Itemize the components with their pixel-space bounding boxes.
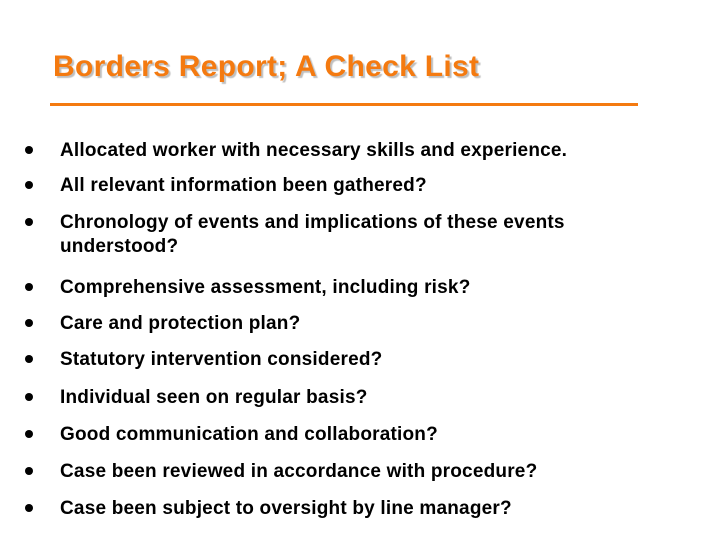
list-item — [25, 423, 665, 447]
bullet-icon — [25, 283, 33, 291]
bullet-icon — [25, 355, 33, 363]
slide-title: Borders Report; A Check List — [53, 50, 480, 83]
list-item — [25, 139, 665, 163]
list-item — [25, 497, 665, 521]
list-item — [25, 312, 665, 336]
bullet-icon — [25, 467, 33, 475]
bullet-icon — [25, 146, 33, 154]
list-item — [25, 460, 665, 484]
list-item-text: Comprehensive assessment, including risk? — [60, 277, 471, 298]
list-item — [25, 276, 665, 300]
list-item-text: Good communication and collaboration? — [60, 424, 438, 445]
list-item-text: Individual seen on regular basis? — [60, 387, 368, 408]
bullet-icon — [25, 504, 33, 512]
bullet-icon — [25, 218, 33, 226]
list-item-text: Allocated worker with necessary skills and experience. — [60, 140, 568, 161]
list-item — [25, 386, 665, 410]
list-item-text: Care and protection plan? — [60, 313, 301, 334]
bullet-icon — [25, 393, 33, 401]
list-item — [25, 174, 665, 198]
title-underline — [50, 103, 638, 106]
bullet-icon — [25, 319, 33, 327]
list-item-text: Chronology of events and implications of these events understood? — [60, 212, 565, 257]
list-item-text: Case been reviewed in accordance with procedure? — [60, 461, 538, 482]
list-item — [25, 348, 665, 372]
bullet-icon — [25, 181, 33, 189]
list-item-text: All relevant information been gathered? — [60, 175, 427, 196]
bullet-icon — [25, 430, 33, 438]
list-item-text: Case been subject to oversight by line manager? — [60, 498, 512, 519]
list-item — [25, 211, 665, 259]
list-item-text: Statutory intervention considered? — [60, 349, 383, 370]
